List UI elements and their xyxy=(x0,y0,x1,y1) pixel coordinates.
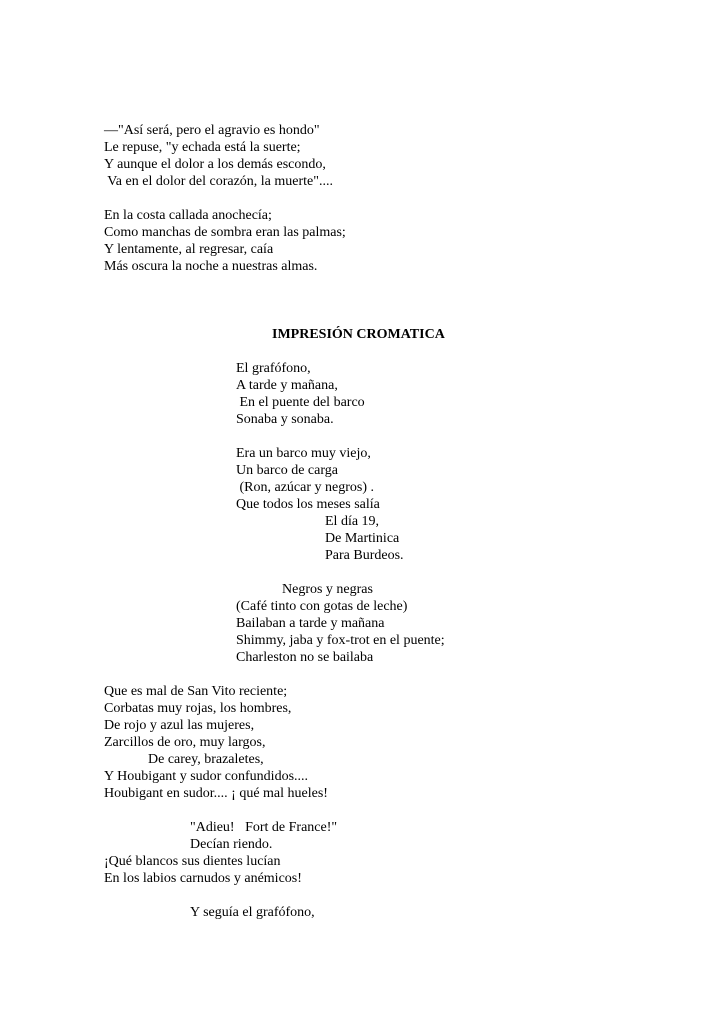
verse-line: De rojo y azul las mujeres, xyxy=(104,718,255,733)
verse-line: En el puente del barco xyxy=(236,395,365,410)
verse-line-indented: De carey, brazaletes, xyxy=(148,752,264,767)
verse-line: Que es mal de San Vito reciente; xyxy=(104,684,288,699)
verse-line: Va en el dolor del corazón, la muerte".... xyxy=(104,174,333,189)
verse-line: Y lentamente, al regresar, caía xyxy=(104,242,274,257)
verse-line: Bailaban a tarde y mañana xyxy=(236,616,385,631)
verse-line-indented: De Martinica xyxy=(325,531,400,546)
verse-line: A tarde y mañana, xyxy=(236,378,338,393)
verse-line: Charleston no se bailaba xyxy=(236,650,374,665)
verse-line: Sonaba y sonaba. xyxy=(236,412,334,427)
verse-line: Como manchas de sombra eran las palmas; xyxy=(104,225,346,240)
poem-title: IMPRESIÓN CROMATICA xyxy=(272,327,445,342)
verse-line: Corbatas muy rojas, los hombres, xyxy=(104,701,292,716)
verse-line-indented: Negros y negras xyxy=(282,582,373,597)
verse-line: Y Houbigant y sudor confundidos.... xyxy=(104,769,309,784)
verse-line: Más oscura la noche a nuestras almas. xyxy=(104,259,318,274)
verse-line-indented: Decían riendo. xyxy=(190,837,273,852)
verse-line: —"Así será, pero el agravio es hondo" xyxy=(104,123,320,138)
verse-line: (Café tinto con gotas de leche) xyxy=(236,599,408,614)
verse-line: Y aunque el dolor a los demás escondo, xyxy=(104,157,326,172)
verse-line: En los labios carnudos y anémicos! xyxy=(104,871,302,886)
verse-line: Shimmy, jaba y fox-trot en el puente; xyxy=(236,633,445,648)
verse-line: ¡Qué blancos sus dientes lucían xyxy=(104,854,281,869)
verse-line: Houbigant en sudor.... ¡ qué mal hueles! xyxy=(104,786,328,801)
verse-line: El grafófono, xyxy=(236,361,311,376)
verse-line: Zarcillos de oro, muy largos, xyxy=(104,735,266,750)
verse-line: Que todos los meses salía xyxy=(236,497,380,512)
verse-line-indented: Para Burdeos. xyxy=(325,548,404,563)
verse-line-indented: El día 19, xyxy=(325,514,380,529)
verse-line: Era un barco muy viejo, xyxy=(236,446,371,461)
verse-line-indented: Y seguía el grafófono, xyxy=(190,905,315,920)
verse-line: En la costa callada anochecía; xyxy=(104,208,272,223)
verse-line: Un barco de carga xyxy=(236,463,338,478)
verse-line: (Ron, azúcar y negros) . xyxy=(236,480,375,495)
verse-line-indented: "Adieu! Fort de France!" xyxy=(190,820,338,835)
verse-line: Le repuse, "y echada está la suerte; xyxy=(104,140,301,155)
